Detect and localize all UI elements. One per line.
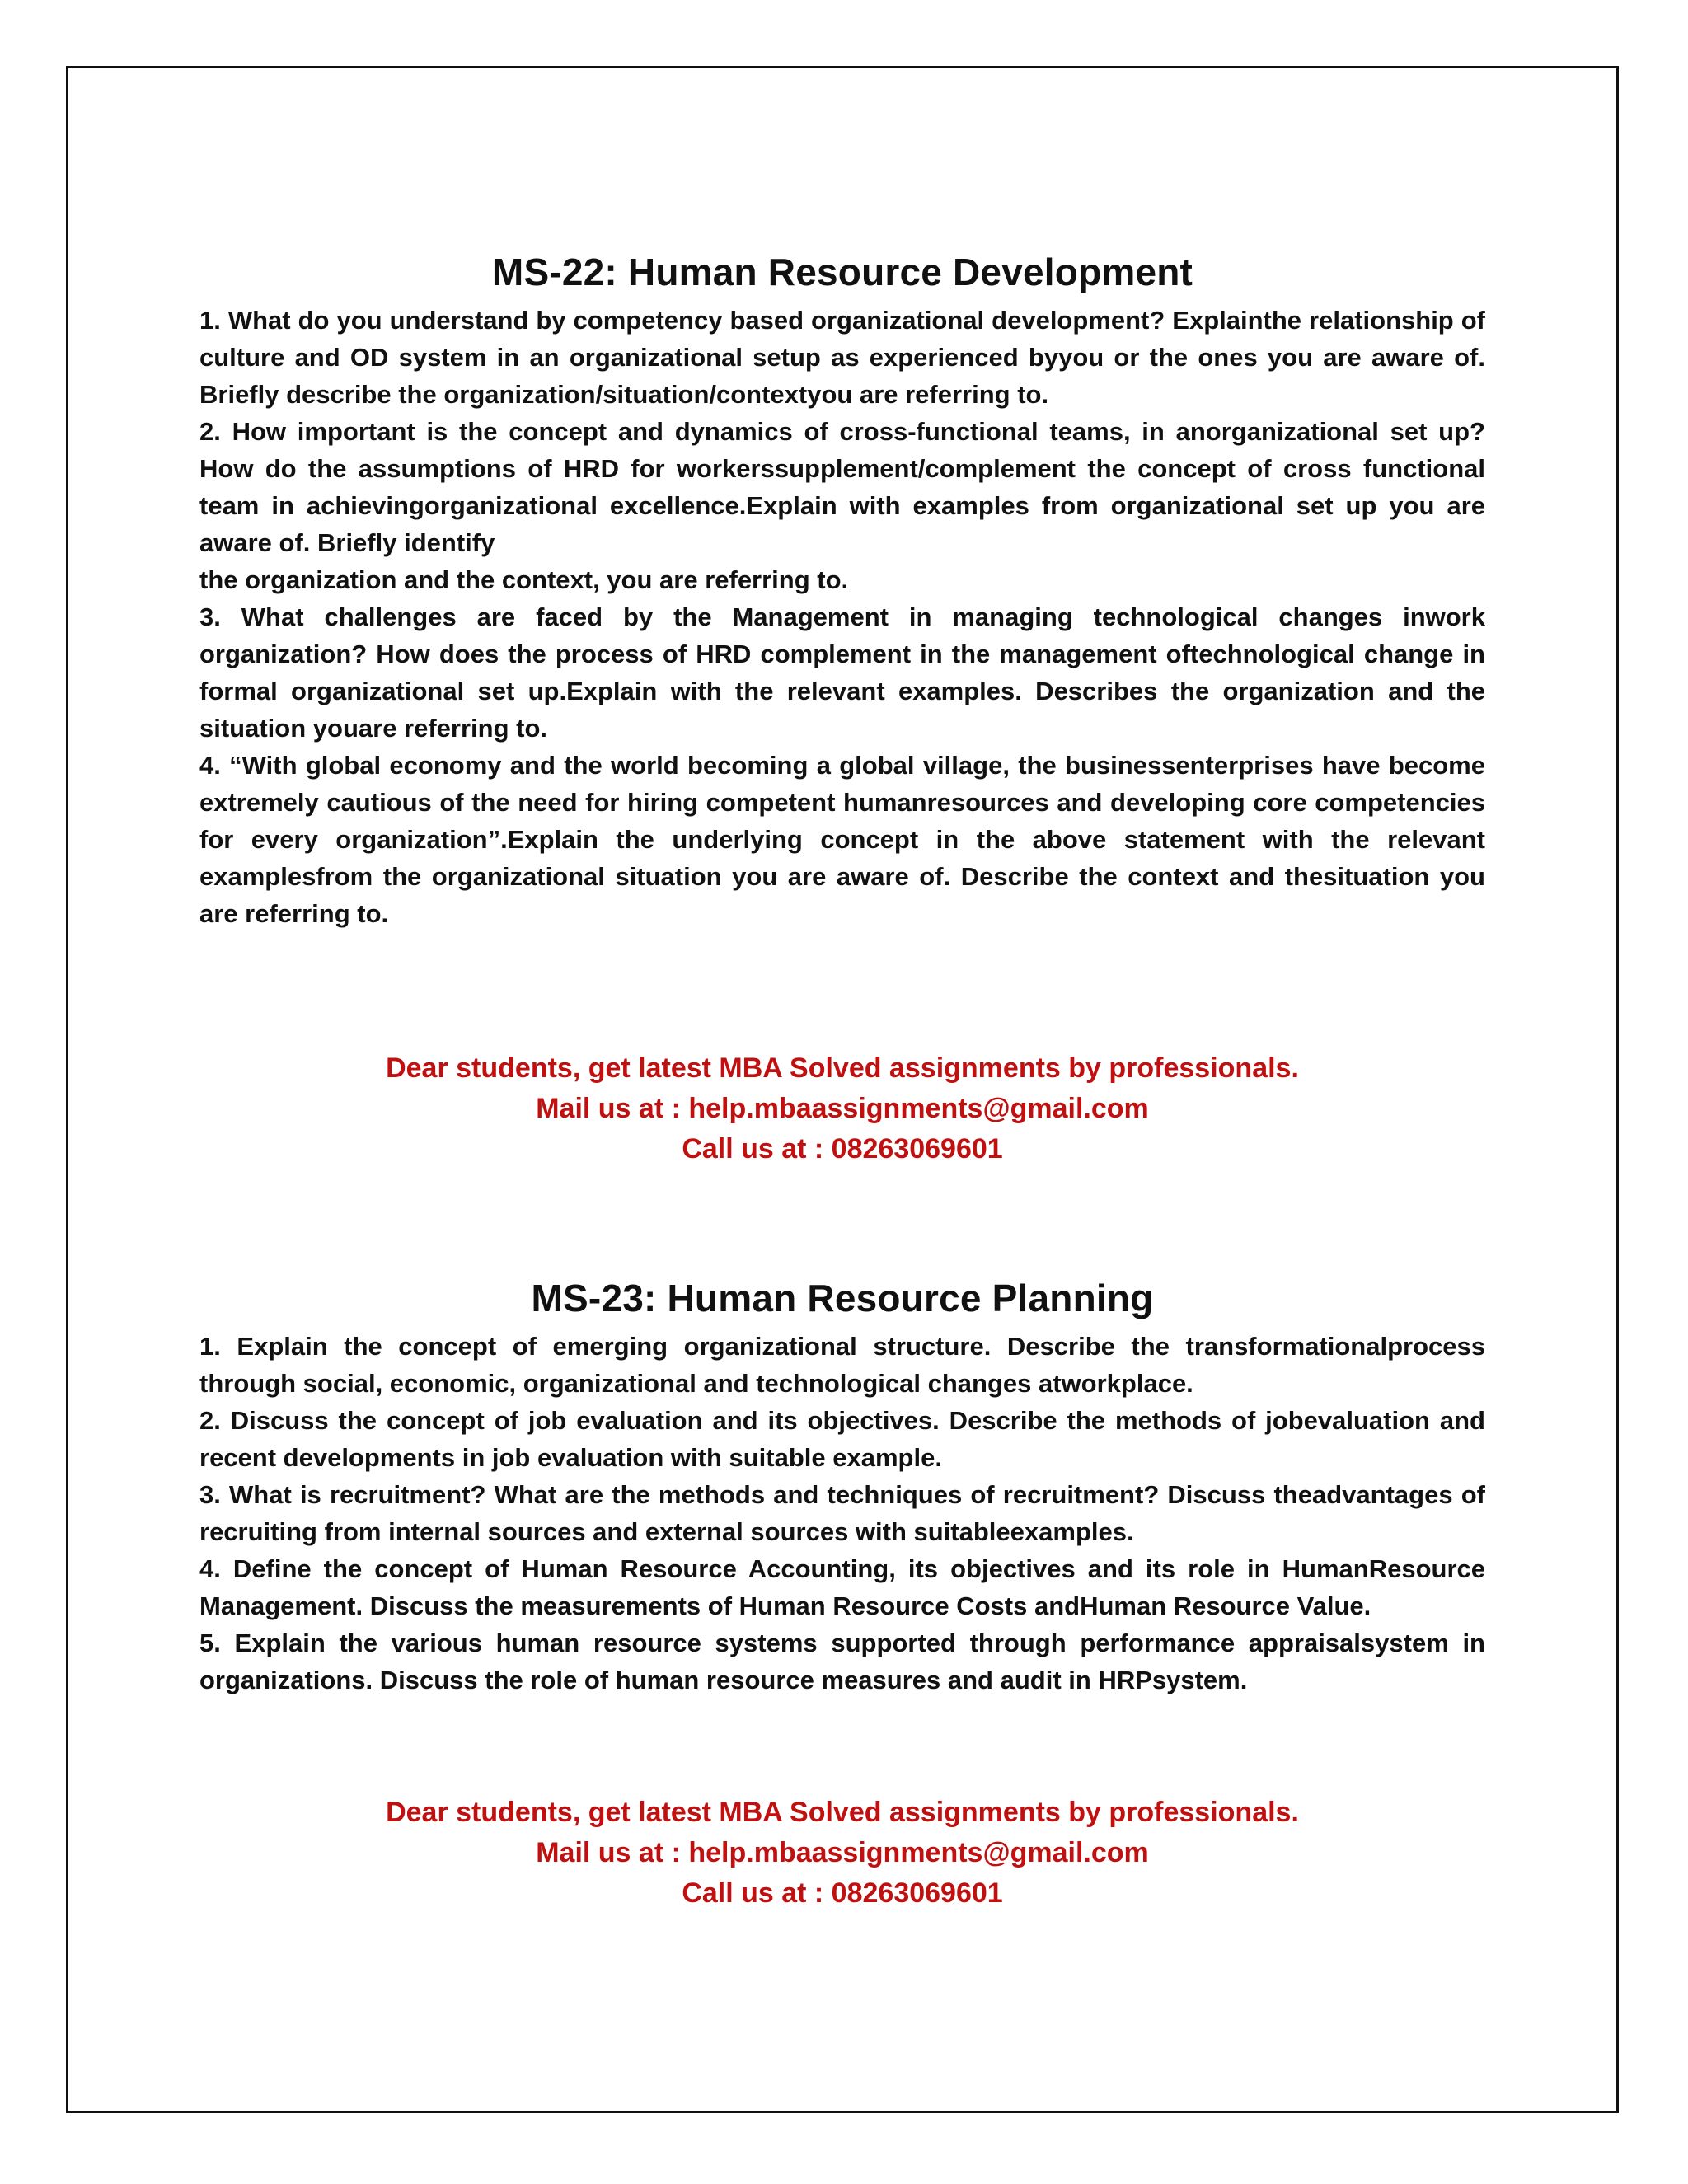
- promo-line-1: Dear students, get latest MBA Solved assignments by professionals.: [386, 1797, 1299, 1828]
- promo-block: [199, 1793, 1485, 1914]
- promo-phone: Call us at : 08263069601: [682, 1133, 1003, 1165]
- question-1: 1. What do you understand by competency based organizational development? Explainthe relationship of culture and OD system in an organizational setup as experienced byyou or the ones you are aware of. Briefly describe the organization/situation/contextyou are referring to.: [199, 306, 1485, 409]
- promo-email: Mail us at : help.mbaassignments@gmail.com: [536, 1093, 1149, 1124]
- section-title: MS-23: Human Resource Planning: [531, 1277, 1154, 1319]
- promo-phone: Call us at : 08263069601: [682, 1877, 1003, 1909]
- section-title: MS-22: Human Resource Development: [491, 251, 1193, 293]
- question-2-continued: the organization and the context, you are referring to.: [199, 565, 849, 594]
- question-1: 1. Explain the concept of emerging organizational structure. Describe the transformationalprocess through social, economic, organizational and technological changes atworkplace.: [199, 1332, 1485, 1398]
- question-4: 4. “With global economy and the world becoming a global village, the businessenterprises have become extremely cautious of the need for hiring competent humanresources and developing core competencies for every organization”.Explain the underlying concept in the above statement with the relevant examplesfrom the organizational situation you are aware of. Describe the context and thesituation you are referring to.: [199, 751, 1485, 928]
- question-4: 4. Define the concept of Human Resource Accounting, its objectives and its role in HumanResource Management. Discuss the measurements of Human Resource Costs andHuman Resource Value.: [199, 1554, 1485, 1620]
- promo-block: [199, 1048, 1485, 1169]
- question-5: 5. Explain the various human resource systems supported through performance appraisalsystem in organizations. Discuss the role of human resource measures and audit in HRPsystem.: [199, 1629, 1485, 1694]
- promo-email: Mail us at : help.mbaassignments@gmail.com: [536, 1837, 1149, 1868]
- promo-line-1: Dear students, get latest MBA Solved assignments by professionals.: [386, 1052, 1299, 1084]
- question-3: 3. What is recruitment? What are the methods and techniques of recruitment? Discuss theadvantages of recruiting from internal sources and external sources with suitableexamples.: [199, 1480, 1485, 1546]
- question-3: 3. What challenges are faced by the Management in managing technological changes inwork organization? How does the process of HRD complement in the management oftechnological change in formal organizational set up.Explain with the relevant examples. Describes the organization and the situation youare referring to.: [199, 602, 1485, 743]
- section-ms-22: [199, 247, 1485, 932]
- question-2: 2. How important is the concept and dynamics of cross-functional teams, in anorganizational set up? How do the assumptions of HRD for workerssupplement/complement the concept of cross functional team in achievingorganizational excellence.Explain with examples from organizational set up you are aware of. Briefly identify: [199, 417, 1485, 557]
- section-ms-23: [199, 1273, 1485, 1699]
- question-2: 2. Discuss the concept of job evaluation and its objectives. Describe the methods of jobevaluation and recent developments in job evaluation with suitable example.: [199, 1406, 1485, 1472]
